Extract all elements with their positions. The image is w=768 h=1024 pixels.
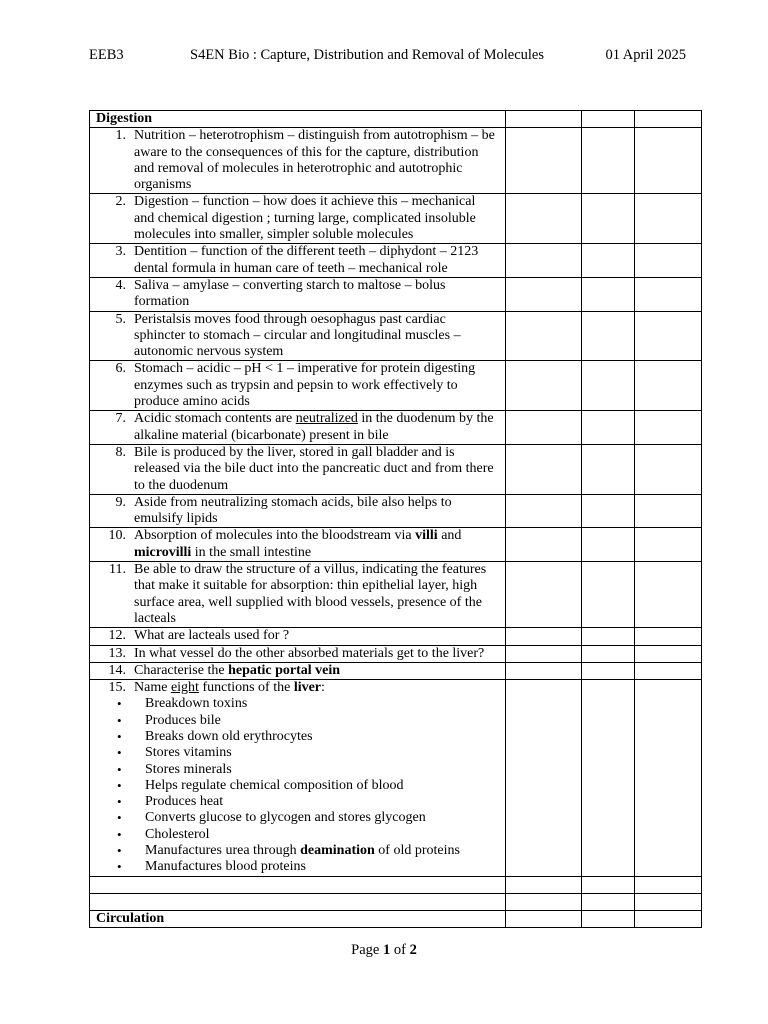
list-item: • Manufactures blood proteins <box>90 859 505 875</box>
check-cell <box>506 562 582 628</box>
item-number: 1. <box>115 128 126 144</box>
of-word: of <box>393 942 406 958</box>
item-number: 10. <box>108 528 126 544</box>
bullet-icon: • <box>117 843 122 859</box>
item-cell <box>90 411 506 445</box>
current-page-number: 1 <box>382 942 391 958</box>
item-text: Stomach – acidic – pH < 1 – imperative for protein digesting enzymes such as trypsin and pepsin to work effectively to produce amino acids <box>134 361 476 410</box>
page-header <box>0 47 768 67</box>
item-text: Be able to draw the structure of a villus, indicating the features that make it suitable for absorption: thin epithelial layer, high surface area, well supplied with blood vessels, presence of the lacteals <box>134 562 487 626</box>
item-number: 9. <box>115 494 126 510</box>
check-cell <box>635 244 702 278</box>
blank-row <box>90 876 702 893</box>
check-cell <box>635 893 702 910</box>
table-row <box>90 311 702 361</box>
check-cell <box>635 876 702 893</box>
item-cell <box>90 277 506 311</box>
item-cell <box>90 311 506 361</box>
check-cell <box>635 562 702 628</box>
check-cell <box>582 910 635 927</box>
list-item: • Manufactures urea through deamination of old proteins <box>90 843 505 859</box>
item-text: What are lacteals used for ? <box>134 628 290 644</box>
bullet-icon: • <box>117 826 122 842</box>
table-row <box>90 628 702 645</box>
check-cell <box>635 361 702 411</box>
check-cell <box>582 128 635 194</box>
item-text: Name eight functions of the liver: <box>134 680 325 696</box>
table-row <box>90 444 702 494</box>
check-cell <box>635 494 702 528</box>
check-cell <box>506 361 582 411</box>
list-item: • Stores vitamins <box>90 745 505 761</box>
item-cell <box>90 444 506 494</box>
total-page-count: 2 <box>409 942 417 958</box>
check-cell <box>635 680 702 877</box>
document-date: 01 April 2025 <box>605 47 686 63</box>
check-cell <box>506 128 582 194</box>
bullet-icon: • <box>117 859 122 875</box>
check-cell <box>582 411 635 445</box>
bullet-icon: • <box>117 712 122 728</box>
bullet-icon: • <box>117 761 122 777</box>
item-number: 7. <box>115 411 126 427</box>
item-text: Acidic stomach contents are neutralized in the duodenum by the alkaline material (bicarbonate) present in bile <box>134 411 494 443</box>
table-row <box>90 528 702 562</box>
check-cell <box>635 411 702 445</box>
check-cell <box>635 311 702 361</box>
document-title: S4EN Bio : Capture, Distribution and Removal of Molecules <box>190 47 544 63</box>
check-cell <box>582 628 635 645</box>
table-row <box>90 662 702 679</box>
check-cell <box>635 194 702 244</box>
check-cell <box>582 562 635 628</box>
section-heading-circulation: Circulation <box>90 910 506 927</box>
bullet-icon: • <box>117 696 122 712</box>
list-item: • Helps regulate chemical composition of blood <box>90 778 505 794</box>
item-text: Bile is produced by the liver, stored in gall bladder and is released via the bile duct into the pancreatic duct and from there to the duodenum <box>134 444 494 493</box>
check-cell <box>582 645 635 662</box>
item-cell <box>90 645 506 662</box>
check-cell <box>506 680 582 877</box>
check-cell <box>635 645 702 662</box>
item-cell <box>90 562 506 628</box>
item-number: 11. <box>109 562 126 578</box>
item-cell <box>90 662 506 679</box>
section-heading-digestion: Digestion <box>90 111 506 128</box>
check-cell <box>582 311 635 361</box>
check-cell <box>506 244 582 278</box>
check-cell <box>506 111 582 128</box>
item-number: 4. <box>115 277 126 293</box>
item-number: 5. <box>115 311 126 327</box>
table-row <box>90 361 702 411</box>
check-cell <box>506 494 582 528</box>
check-cell <box>635 277 702 311</box>
item-cell <box>90 244 506 278</box>
check-cell <box>506 194 582 244</box>
check-cell <box>506 528 582 562</box>
item-number: 15. <box>108 680 126 696</box>
item-cell <box>90 361 506 411</box>
list-item: • Stores minerals <box>90 762 505 778</box>
check-cell <box>506 893 582 910</box>
check-cell <box>506 645 582 662</box>
item-cell <box>90 680 506 877</box>
item-number: 2. <box>115 194 126 210</box>
check-cell <box>582 680 635 877</box>
check-cell <box>635 662 702 679</box>
item-text: Aside from neutralizing stomach acids, bile also helps to emulsify lipids <box>134 494 452 527</box>
list-item: • Breaks down old erythrocytes <box>90 729 505 745</box>
bullet-icon: • <box>117 777 122 793</box>
item-number: 12. <box>108 628 126 644</box>
item-text: Characterise the hepatic portal vein <box>134 662 341 678</box>
item-number: 6. <box>115 361 126 377</box>
check-cell <box>635 528 702 562</box>
item-text: Nutrition – heterotrophism – distinguish from autotrophism – be aware to the consequences of this for the capture, distribution and removal of molecules in heterotrophic and autotrophic organisms <box>134 128 495 193</box>
check-cell <box>582 662 635 679</box>
check-cell <box>506 311 582 361</box>
item-number: 13. <box>108 645 126 661</box>
check-cell <box>635 910 702 927</box>
item-text: Peristalsis moves food through oesophagus past cardiac sphincter to stomach – circular and longitudinal muscles – autonomic nervous system <box>134 311 461 360</box>
item-text: In what vessel do the other absorbed materials get to the liver? <box>134 645 485 661</box>
item-cell <box>90 628 506 645</box>
check-cell <box>506 277 582 311</box>
course-code: EEB3 <box>89 47 124 63</box>
blank-cell <box>90 893 506 910</box>
page-footer <box>0 942 768 959</box>
table-row <box>90 128 702 194</box>
item-number: 8. <box>115 444 126 460</box>
check-cell <box>635 128 702 194</box>
table-row <box>90 645 702 662</box>
table-row <box>90 562 702 628</box>
topic-checklist-table <box>89 110 702 928</box>
check-cell <box>582 876 635 893</box>
bullet-icon: • <box>117 728 122 744</box>
item-text: Digestion – function – how does it achieve this – mechanical and chemical digestion ; turning large, complicated insoluble molecules into smaller, simpler soluble molecules <box>134 194 476 243</box>
list-item: • Converts glucose to glycogen and stores glycogen <box>90 810 505 826</box>
item-text: Dentition – function of the different teeth – diphydont – 2123 dental formula in human care of teeth – mechanical role <box>134 244 479 276</box>
check-cell <box>582 361 635 411</box>
bullet-icon: • <box>117 794 122 810</box>
check-cell <box>582 277 635 311</box>
check-cell <box>582 111 635 128</box>
item-cell <box>90 128 506 194</box>
check-cell <box>582 444 635 494</box>
check-cell <box>506 411 582 445</box>
list-item: • Cholesterol <box>90 827 505 843</box>
item-text: Absorption of molecules into the bloodstream via villi and microvilli in the small intestine <box>134 528 462 560</box>
item-cell <box>90 528 506 562</box>
item-number: 3. <box>115 244 126 260</box>
check-cell <box>635 111 702 128</box>
list-item: • Produces heat <box>90 794 505 810</box>
check-cell <box>506 910 582 927</box>
liver-functions-list <box>90 696 505 875</box>
table-row <box>90 680 702 877</box>
page-word: Page <box>351 942 380 958</box>
section-row-digestion <box>90 111 702 128</box>
item-number: 14. <box>108 662 126 678</box>
check-cell <box>582 244 635 278</box>
item-cell <box>90 494 506 528</box>
check-cell <box>582 194 635 244</box>
blank-cell <box>90 876 506 893</box>
list-item: • Produces bile <box>90 713 505 729</box>
check-cell <box>506 876 582 893</box>
table-row <box>90 494 702 528</box>
check-cell <box>506 444 582 494</box>
item-cell <box>90 194 506 244</box>
list-item: • Breakdown toxins <box>90 696 505 712</box>
bullet-icon: • <box>117 745 122 761</box>
check-cell <box>582 528 635 562</box>
blank-row <box>90 893 702 910</box>
check-cell <box>506 628 582 645</box>
bullet-icon: • <box>117 810 122 826</box>
table-row <box>90 244 702 278</box>
check-cell <box>506 662 582 679</box>
check-cell <box>635 444 702 494</box>
check-cell <box>635 628 702 645</box>
section-row-circulation <box>90 910 702 927</box>
item-text: Saliva – amylase – converting starch to maltose – bolus formation <box>134 277 446 310</box>
table-row <box>90 277 702 311</box>
table-row <box>90 194 702 244</box>
check-cell <box>582 494 635 528</box>
table-row <box>90 411 702 445</box>
check-cell <box>582 893 635 910</box>
